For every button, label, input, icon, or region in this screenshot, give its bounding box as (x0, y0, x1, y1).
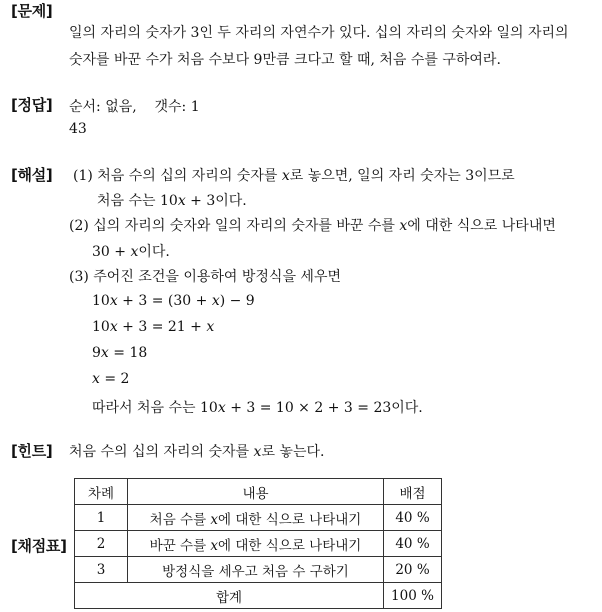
rubric-header-content: 내용 (128, 479, 384, 505)
equation-2: 10x + 3 = 21 + x (92, 319, 215, 335)
rubric-header-score: 배점 (384, 479, 442, 505)
answer-label: [정답] (11, 96, 53, 114)
rubric-order: 1 (75, 505, 128, 531)
table-row (75, 505, 442, 531)
solution-step-1: (1) 처음 수의 십의 자리의 숫자를 x로 놓으면, 일의 자리 숫자는 3이므로 (73, 168, 515, 184)
rubric-total-row (75, 583, 442, 609)
problem-text-line-1: 일의 자리의 숫자가 3인 두 자리의 자연수가 있다. 십의 자리의 숫자와 일의 자리의 (69, 25, 569, 41)
rubric-content: 방정식을 세우고 처음 수 구하기 (128, 557, 384, 583)
solution-label: [해설] (11, 166, 53, 184)
problem-text-line-2: 숫자를 바꾼 수가 처음 수보다 9만큼 크다고 할 때, 처음 수를 구하여라. (69, 52, 501, 68)
equation-4: x = 2 (92, 371, 130, 387)
equation-3: 9x = 18 (92, 345, 148, 361)
solution-step-2-cont: 30 + x이다. (92, 244, 170, 260)
rubric-score: 40 % (384, 505, 442, 531)
table-row (75, 531, 442, 557)
rubric-content: 처음 수를 x에 대한 식으로 나타내기 (128, 505, 384, 531)
solution-step-1-cont: 처음 수는 10x + 3이다. (97, 193, 247, 209)
problem-label: [문제] (11, 2, 53, 20)
table-row (75, 557, 442, 583)
rubric-score: 20 % (384, 557, 442, 583)
rubric-total-label: 합계 (75, 583, 384, 609)
solution-conclusion: 따라서 처음 수는 10x + 3 = 10 × 2 + 3 = 23이다. (92, 400, 423, 416)
hint-label: [힌트] (11, 442, 53, 460)
rubric-header-row (75, 479, 442, 505)
rubric-table (74, 478, 442, 609)
solution-step-3: (3) 주어진 조건을 이용하여 방정식을 세우면 (69, 269, 341, 285)
answer-value: 43 (69, 121, 87, 137)
solution-step-2: (2) 십의 자리의 숫자와 일의 자리의 숫자를 바꾼 수를 x에 대한 식으로 나타내면 (69, 218, 556, 234)
answer-meta: 순서: 없음, 갯수: 1 (69, 99, 200, 115)
rubric-total-score: 100 % (384, 583, 442, 609)
rubric-order: 2 (75, 531, 128, 557)
hint-text: 처음 수의 십의 자리의 숫자를 x로 놓는다. (69, 444, 325, 460)
rubric-header-order: 차례 (75, 479, 128, 505)
rubric-content: 바꾼 수를 x에 대한 식으로 나타내기 (128, 531, 384, 557)
rubric-score: 40 % (384, 531, 442, 557)
equation-1: 10x + 3 = (30 + x) − 9 (92, 293, 255, 309)
rubric-label: [채점표] (11, 537, 67, 555)
rubric-order: 3 (75, 557, 128, 583)
